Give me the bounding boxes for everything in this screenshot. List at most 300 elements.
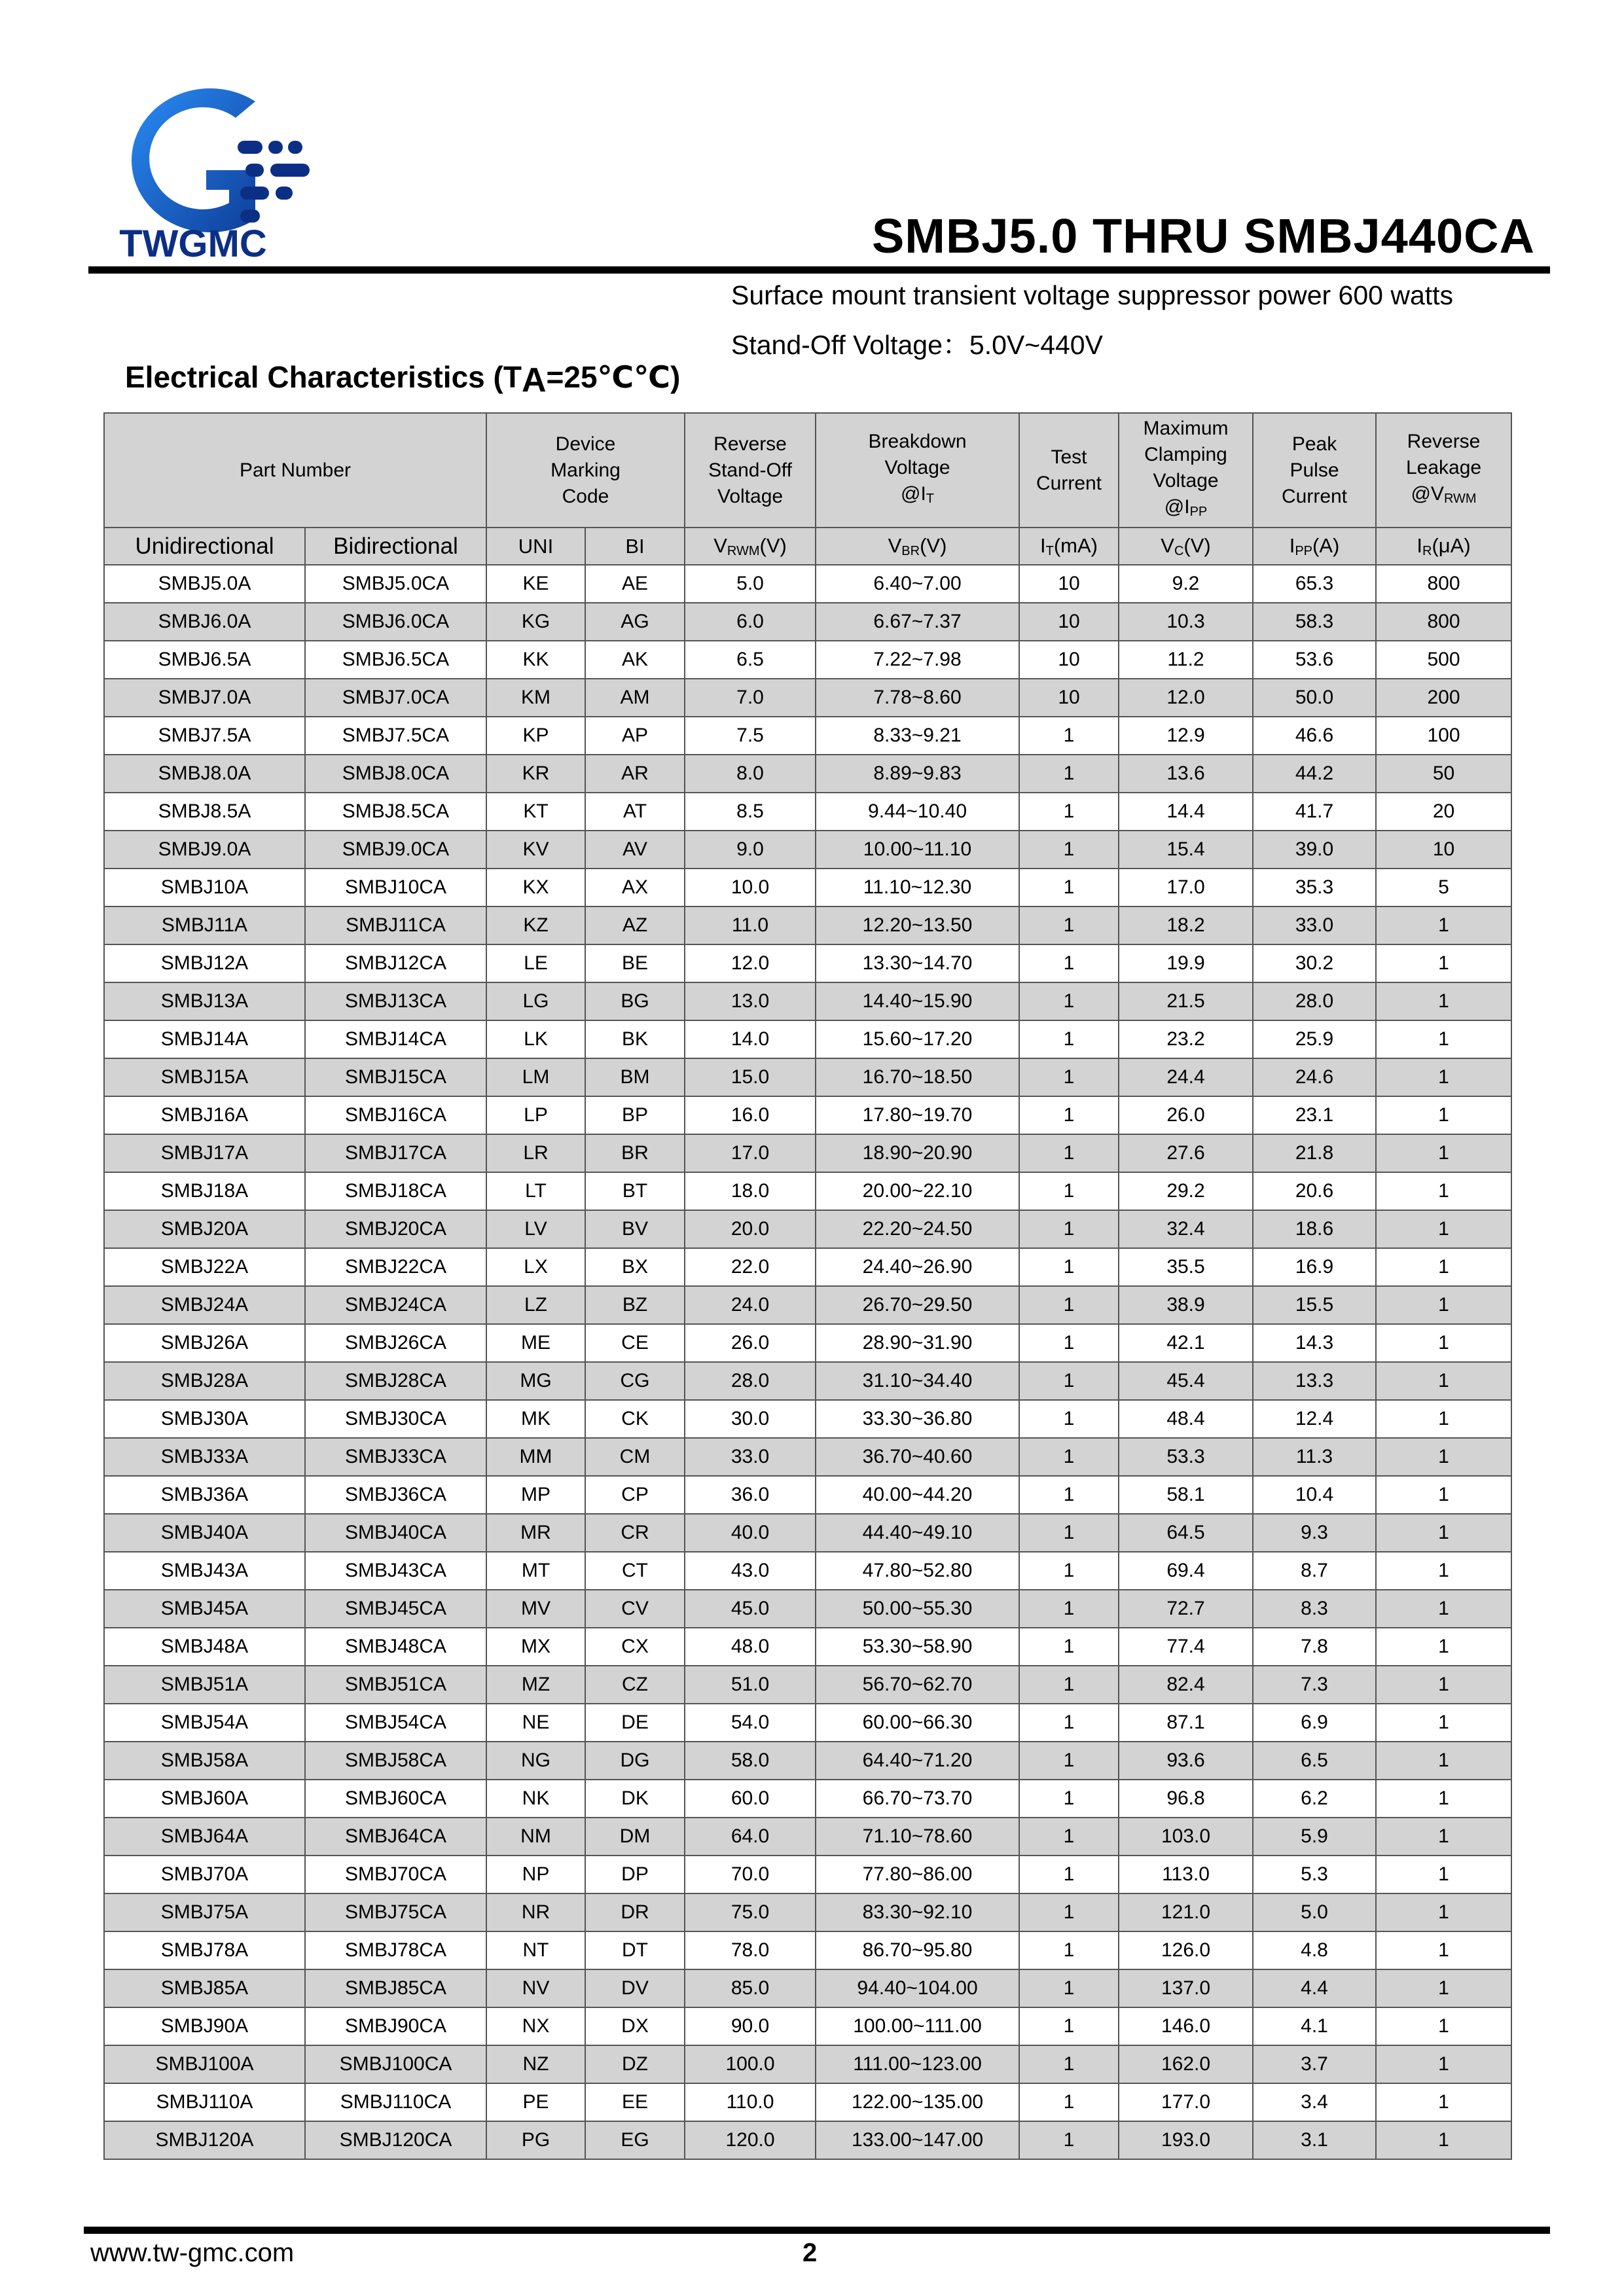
table-row: [104, 1552, 1511, 1590]
table-cell: SMBJ33CA: [305, 1438, 486, 1476]
table-cell: 1: [1376, 906, 1511, 944]
table-cell: SMBJ30CA: [305, 1400, 486, 1438]
table-row: [104, 906, 1511, 944]
table-cell: SMBJ75A: [104, 1893, 305, 1931]
table-cell: SMBJ18A: [104, 1172, 305, 1210]
table-cell: 16.0: [685, 1096, 816, 1134]
table-cell: 1: [1376, 2045, 1511, 2083]
table-cell: SMBJ16A: [104, 1096, 305, 1134]
table-cell: 13.0: [685, 982, 816, 1020]
table-cell: SMBJ10A: [104, 869, 305, 906]
table-cell: SMBJ51CA: [305, 1666, 486, 1704]
table-cell: 1: [1376, 1931, 1511, 1969]
table-cell: 1: [1376, 1856, 1511, 1893]
table-cell: SMBJ45CA: [305, 1590, 486, 1628]
table-cell: SMBJ64A: [104, 1818, 305, 1856]
table-cell: MR: [486, 1514, 585, 1552]
table-cell: 6.5: [1253, 1742, 1376, 1780]
table-cell: SMBJ90CA: [305, 2007, 486, 2045]
table-cell: 42.1: [1119, 1324, 1253, 1362]
table-cell: 48.0: [685, 1628, 816, 1666]
table-cell: LP: [486, 1096, 585, 1134]
table-cell: 1: [1019, 1590, 1119, 1628]
table-cell: NM: [486, 1818, 585, 1856]
subheader-vc: $V_C(V)$: [1119, 528, 1253, 565]
table-cell: 36.70~40.60: [816, 1438, 1019, 1476]
table-cell: 122.00~135.00: [816, 2083, 1019, 2121]
table-cell: MV: [486, 1590, 585, 1628]
table-cell: SMBJ120CA: [305, 2121, 486, 2159]
table-cell: 9.0: [685, 831, 816, 869]
table-cell: SMBJ11A: [104, 906, 305, 944]
table-cell: PG: [486, 2121, 585, 2159]
company-logo: [88, 72, 314, 262]
table-cell: 69.4: [1119, 1552, 1253, 1590]
table-cell: DG: [585, 1742, 685, 1780]
table-cell: SMBJ58A: [104, 1742, 305, 1780]
table-cell: 10.0: [685, 869, 816, 906]
table-cell: SMBJ28A: [104, 1362, 305, 1400]
subheader-ir: $I_R(\mu A)$: [1376, 528, 1511, 565]
table-cell: DP: [585, 1856, 685, 1893]
table-row: [104, 2045, 1511, 2083]
electrical-characteristics-table: [103, 412, 1512, 2160]
table-cell: 11.3: [1253, 1438, 1376, 1476]
table-cell: DX: [585, 2007, 685, 2045]
table-cell: CP: [585, 1476, 685, 1514]
table-cell: 1: [1019, 1362, 1119, 1400]
table-cell: 3.1: [1253, 2121, 1376, 2159]
table-cell: 6.0: [685, 603, 816, 641]
table-cell: 16.9: [1253, 1248, 1376, 1286]
table-cell: 38.9: [1119, 1286, 1253, 1324]
table-cell: 1: [1019, 2007, 1119, 2045]
table-cell: 1: [1376, 1172, 1511, 1210]
header-reverse-leakage: Reverse Leakage $@V_{RWM}$: [1376, 413, 1511, 528]
table-cell: 1: [1019, 1818, 1119, 1856]
table-cell: 93.6: [1119, 1742, 1253, 1780]
table-row: [104, 1400, 1511, 1438]
table-cell: 8.0: [685, 755, 816, 793]
table-cell: 10.00~11.10: [816, 831, 1019, 869]
table-cell: BZ: [585, 1286, 685, 1324]
table-cell: 1: [1019, 1020, 1119, 1058]
table-cell: 10.3: [1119, 603, 1253, 641]
table-cell: 28.0: [1253, 982, 1376, 1020]
table-cell: 1: [1019, 1324, 1119, 1362]
table-cell: CZ: [585, 1666, 685, 1704]
table-cell: 3.7: [1253, 2045, 1376, 2083]
subheader-it: $I_T(mA)$: [1019, 528, 1119, 565]
table-cell: SMBJ43A: [104, 1552, 305, 1590]
table-cell: 1: [1019, 717, 1119, 755]
logo-text: TWGMC: [119, 223, 267, 262]
table-cell: 45.0: [685, 1590, 816, 1628]
table-cell: 8.33~9.21: [816, 717, 1019, 755]
table-cell: 7.3: [1253, 1666, 1376, 1704]
table-cell: SMBJ11CA: [305, 906, 486, 944]
table-cell: 10.4: [1253, 1476, 1376, 1514]
table-cell: PE: [486, 2083, 585, 2121]
table-cell: 78.0: [685, 1931, 816, 1969]
table-cell: 71.10~78.60: [816, 1818, 1019, 1856]
table-cell: 28.0: [685, 1362, 816, 1400]
table-cell: 10: [1019, 603, 1119, 641]
table-cell: 19.9: [1119, 944, 1253, 982]
table-cell: KT: [486, 793, 585, 831]
table-cell: KR: [486, 755, 585, 793]
table-row: [104, 1742, 1511, 1780]
table-cell: 32.4: [1119, 1210, 1253, 1248]
table-cell: 1: [1376, 1476, 1511, 1514]
table-header-row: [104, 413, 1511, 528]
table-cell: 1: [1019, 755, 1119, 793]
table-cell: LM: [486, 1058, 585, 1096]
table-row: [104, 1210, 1511, 1248]
table-cell: SMBJ7.0CA: [305, 679, 486, 717]
table-cell: SMBJ6.0CA: [305, 603, 486, 641]
table-cell: 6.40~7.00: [816, 565, 1019, 603]
table-cell: 50.00~55.30: [816, 1590, 1019, 1628]
table-cell: 1: [1019, 2045, 1119, 2083]
table-cell: 500: [1376, 641, 1511, 679]
table-cell: 1: [1019, 1476, 1119, 1514]
table-cell: SMBJ7.5A: [104, 717, 305, 755]
table-cell: MZ: [486, 1666, 585, 1704]
table-cell: 82.4: [1119, 1666, 1253, 1704]
table-cell: SMBJ5.0CA: [305, 565, 486, 603]
table-cell: 9.3: [1253, 1514, 1376, 1552]
table-cell: 50: [1376, 755, 1511, 793]
table-cell: 22.0: [685, 1248, 816, 1286]
table-cell: 21.5: [1119, 982, 1253, 1020]
table-cell: 1: [1376, 1893, 1511, 1931]
table-row: [104, 1969, 1511, 2007]
table-cell: SMBJ26A: [104, 1324, 305, 1362]
table-cell: BM: [585, 1058, 685, 1096]
table-cell: 1: [1376, 1438, 1511, 1476]
table-cell: 1: [1019, 1931, 1119, 1969]
table-cell: LE: [486, 944, 585, 982]
table-cell: SMBJ9.0CA: [305, 831, 486, 869]
subheader-unidirectional: Unidirectional: [104, 528, 305, 565]
table-cell: 58.1: [1119, 1476, 1253, 1514]
table-cell: 18.6: [1253, 1210, 1376, 1248]
table-cell: 146.0: [1119, 2007, 1253, 2045]
table-cell: 1: [1019, 1248, 1119, 1286]
table-cell: 111.00~123.00: [816, 2045, 1019, 2083]
footer-divider: [84, 2227, 1550, 2234]
table-row: [104, 565, 1511, 603]
table-cell: 66.70~73.70: [816, 1780, 1019, 1818]
table-cell: 27.6: [1119, 1134, 1253, 1172]
table-row: [104, 1172, 1511, 1210]
table-cell: 1: [1376, 1286, 1511, 1324]
table-cell: SMBJ75CA: [305, 1893, 486, 1931]
table-cell: SMBJ17A: [104, 1134, 305, 1172]
table-cell: 1: [1376, 1666, 1511, 1704]
table-cell: 1: [1376, 1628, 1511, 1666]
table-row: [104, 1780, 1511, 1818]
table-cell: 28.90~31.90: [816, 1324, 1019, 1362]
table-cell: SMBJ70CA: [305, 1856, 486, 1893]
table-cell: 1: [1376, 1248, 1511, 1286]
table-row: [104, 1134, 1511, 1172]
table-cell: 50.0: [1253, 679, 1376, 717]
table-cell: SMBJ24CA: [305, 1286, 486, 1324]
table-cell: 24.4: [1119, 1058, 1253, 1096]
table-cell: BG: [585, 982, 685, 1020]
table-cell: AE: [585, 565, 685, 603]
table-cell: 44.2: [1253, 755, 1376, 793]
table-cell: 75.0: [685, 1893, 816, 1931]
table-cell: 1: [1376, 1324, 1511, 1362]
table-cell: 1: [1019, 2083, 1119, 2121]
table-cell: 100.0: [685, 2045, 816, 2083]
table-row: [104, 1286, 1511, 1324]
table-row: [104, 1438, 1511, 1476]
table-cell: 12.0: [685, 944, 816, 982]
table-cell: 9.44~10.40: [816, 793, 1019, 831]
document-title: SMBJ5.0 THRU SMBJ440CA: [871, 209, 1535, 263]
table-cell: 1: [1376, 1134, 1511, 1172]
table-cell: 8.89~9.83: [816, 755, 1019, 793]
table-cell: LT: [486, 1172, 585, 1210]
table-cell: AR: [585, 755, 685, 793]
table-cell: 7.22~7.98: [816, 641, 1019, 679]
table-cell: 1: [1019, 1856, 1119, 1893]
table-subheader-row: [104, 528, 1511, 565]
table-cell: 33.30~36.80: [816, 1400, 1019, 1438]
table-row: [104, 1931, 1511, 1969]
table-cell: 1: [1019, 1400, 1119, 1438]
table-cell: 110.0: [685, 2083, 816, 2121]
table-cell: AM: [585, 679, 685, 717]
table-cell: SMBJ60CA: [305, 1780, 486, 1818]
table-cell: 45.4: [1119, 1362, 1253, 1400]
table-cell: 24.6: [1253, 1058, 1376, 1096]
table-cell: 17.0: [685, 1134, 816, 1172]
table-cell: 1: [1376, 982, 1511, 1020]
table-cell: 15.60~17.20: [816, 1020, 1019, 1058]
footer-url: www.tw-gmc.com: [90, 2238, 295, 2267]
table-cell: 15.5: [1253, 1286, 1376, 1324]
table-cell: 14.4: [1119, 793, 1253, 831]
table-cell: 53.3: [1119, 1438, 1253, 1476]
table-cell: 1: [1376, 1780, 1511, 1818]
table-cell: 18.2: [1119, 906, 1253, 944]
table-cell: SMBJ16CA: [305, 1096, 486, 1134]
table-cell: 1: [1019, 1628, 1119, 1666]
table-row: [104, 1248, 1511, 1286]
table-cell: SMBJ60A: [104, 1780, 305, 1818]
table-cell: 10: [1019, 641, 1119, 679]
table-row: [104, 717, 1511, 755]
table-row: [104, 2007, 1511, 2045]
table-cell: 31.10~34.40: [816, 1362, 1019, 1400]
table-cell: 1: [1019, 1134, 1119, 1172]
table-cell: 1: [1376, 1096, 1511, 1134]
table-cell: AG: [585, 603, 685, 641]
table-row: [104, 1666, 1511, 1704]
table-cell: 1: [1019, 1210, 1119, 1248]
table-cell: CG: [585, 1362, 685, 1400]
table-row: [104, 1704, 1511, 1742]
table-row: [104, 679, 1511, 717]
table-row: [104, 1590, 1511, 1628]
table-cell: SMBJ54A: [104, 1704, 305, 1742]
table-cell: AK: [585, 641, 685, 679]
table-cell: SMBJ110CA: [305, 2083, 486, 2121]
table-cell: NT: [486, 1931, 585, 1969]
table-cell: CR: [585, 1514, 685, 1552]
table-cell: 13.3: [1253, 1362, 1376, 1400]
table-cell: SMBJ64CA: [305, 1818, 486, 1856]
table-cell: 6.9: [1253, 1704, 1376, 1742]
table-cell: 29.2: [1119, 1172, 1253, 1210]
table-cell: 23.2: [1119, 1020, 1253, 1058]
table-cell: 14.3: [1253, 1324, 1376, 1362]
table-cell: SMBJ12CA: [305, 944, 486, 982]
table-cell: BT: [585, 1172, 685, 1210]
table-cell: 60.00~66.30: [816, 1704, 1019, 1742]
table-cell: 36.0: [685, 1476, 816, 1514]
table-cell: ME: [486, 1324, 585, 1362]
table-cell: SMBJ51A: [104, 1666, 305, 1704]
table-cell: 21.8: [1253, 1134, 1376, 1172]
header-reverse-standoff: Reverse Stand-Off Voltage: [685, 413, 816, 528]
table-cell: 4.1: [1253, 2007, 1376, 2045]
table-cell: 3.4: [1253, 2083, 1376, 2121]
table-row: [104, 1020, 1511, 1058]
table-cell: SMBJ85A: [104, 1969, 305, 2007]
table-cell: 6.67~7.37: [816, 603, 1019, 641]
table-cell: 11.2: [1119, 641, 1253, 679]
table-cell: 193.0: [1119, 2121, 1253, 2159]
table-cell: 1: [1019, 831, 1119, 869]
table-cell: NP: [486, 1856, 585, 1893]
table-cell: 41.7: [1253, 793, 1376, 831]
header-test-current: Test Current: [1019, 413, 1119, 528]
table-cell: 800: [1376, 603, 1511, 641]
table-cell: 30.2: [1253, 944, 1376, 982]
table-cell: 64.40~71.20: [816, 1742, 1019, 1780]
table-cell: 113.0: [1119, 1856, 1253, 1893]
table-cell: 17.80~19.70: [816, 1096, 1019, 1134]
table-cell: 7.5: [685, 717, 816, 755]
table-cell: SMBJ22A: [104, 1248, 305, 1286]
table-cell: 35.5: [1119, 1248, 1253, 1286]
table-cell: SMBJ78A: [104, 1931, 305, 1969]
table-cell: NV: [486, 1969, 585, 2007]
table-cell: 1: [1019, 869, 1119, 906]
table-cell: 11.10~12.30: [816, 869, 1019, 906]
table-cell: LK: [486, 1020, 585, 1058]
table-cell: MP: [486, 1476, 585, 1514]
table-cell: 20.00~22.10: [816, 1172, 1019, 1210]
table-cell: 1: [1019, 1172, 1119, 1210]
table-cell: 1: [1376, 1210, 1511, 1248]
table-cell: 1: [1019, 1438, 1119, 1476]
table-cell: SMBJ28CA: [305, 1362, 486, 1400]
table-row: [104, 982, 1511, 1020]
table-cell: 43.0: [685, 1552, 816, 1590]
table-cell: 77.4: [1119, 1628, 1253, 1666]
table-cell: SMBJ10CA: [305, 869, 486, 906]
table-cell: 1: [1019, 1666, 1119, 1704]
table-cell: 35.3: [1253, 869, 1376, 906]
table-cell: CE: [585, 1324, 685, 1362]
table-cell: 22.20~24.50: [816, 1210, 1019, 1248]
table-cell: 20.6: [1253, 1172, 1376, 1210]
table-cell: MG: [486, 1362, 585, 1400]
table-cell: 53.30~58.90: [816, 1628, 1019, 1666]
table-cell: SMBJ7.5CA: [305, 717, 486, 755]
subtitle-voltage-range: Stand-Off Voltage：5.0V~440V: [731, 330, 1103, 360]
subheader-bidirectional: Bidirectional: [305, 528, 486, 565]
table-cell: SMBJ15CA: [305, 1058, 486, 1096]
table-cell: 6.5: [685, 641, 816, 679]
table-cell: 5.9: [1253, 1818, 1376, 1856]
table-cell: SMBJ17CA: [305, 1134, 486, 1172]
table-cell: 26.70~29.50: [816, 1286, 1019, 1324]
table-cell: KM: [486, 679, 585, 717]
table-cell: 103.0: [1119, 1818, 1253, 1856]
table-cell: 1: [1376, 1818, 1511, 1856]
header-max-clamping: Maximum Clamping Voltage $@I_{PP}$: [1119, 413, 1253, 528]
table-cell: LV: [486, 1210, 585, 1248]
table-cell: 1: [1376, 1058, 1511, 1096]
table-cell: SMBJ48A: [104, 1628, 305, 1666]
table-cell: SMBJ110A: [104, 2083, 305, 2121]
table-cell: CT: [585, 1552, 685, 1590]
table-cell: 94.40~104.00: [816, 1969, 1019, 2007]
table-row: [104, 1514, 1511, 1552]
table-cell: 8.7: [1253, 1552, 1376, 1590]
table-cell: 10: [1019, 565, 1119, 603]
table-cell: SMBJ8.0A: [104, 755, 305, 793]
table-cell: SMBJ100CA: [305, 2045, 486, 2083]
table-cell: 20.0: [685, 1210, 816, 1248]
table-cell: 47.80~52.80: [816, 1552, 1019, 1590]
table-cell: SMBJ6.0A: [104, 603, 305, 641]
table-cell: DZ: [585, 2045, 685, 2083]
table-cell: DV: [585, 1969, 685, 2007]
table-cell: 1: [1019, 944, 1119, 982]
table-cell: 44.40~49.10: [816, 1514, 1019, 1552]
table-row: [104, 944, 1511, 982]
table-cell: MK: [486, 1400, 585, 1438]
table-cell: 85.0: [685, 1969, 816, 2007]
table-row: [104, 1893, 1511, 1931]
table-cell: 87.1: [1119, 1704, 1253, 1742]
table-cell: 4.8: [1253, 1931, 1376, 1969]
table-cell: 26.0: [685, 1324, 816, 1362]
table-cell: SMBJ8.5CA: [305, 793, 486, 831]
table-row: [104, 1362, 1511, 1400]
table-cell: LG: [486, 982, 585, 1020]
table-row: [104, 793, 1511, 831]
table-cell: 1: [1376, 1552, 1511, 1590]
table-cell: SMBJ40CA: [305, 1514, 486, 1552]
table-cell: 5.3: [1253, 1856, 1376, 1893]
table-cell: 18.90~20.90: [816, 1134, 1019, 1172]
table-cell: KZ: [486, 906, 585, 944]
table-cell: DK: [585, 1780, 685, 1818]
table-cell: MT: [486, 1552, 585, 1590]
table-row: [104, 2083, 1511, 2121]
table-cell: SMBJ36A: [104, 1476, 305, 1514]
